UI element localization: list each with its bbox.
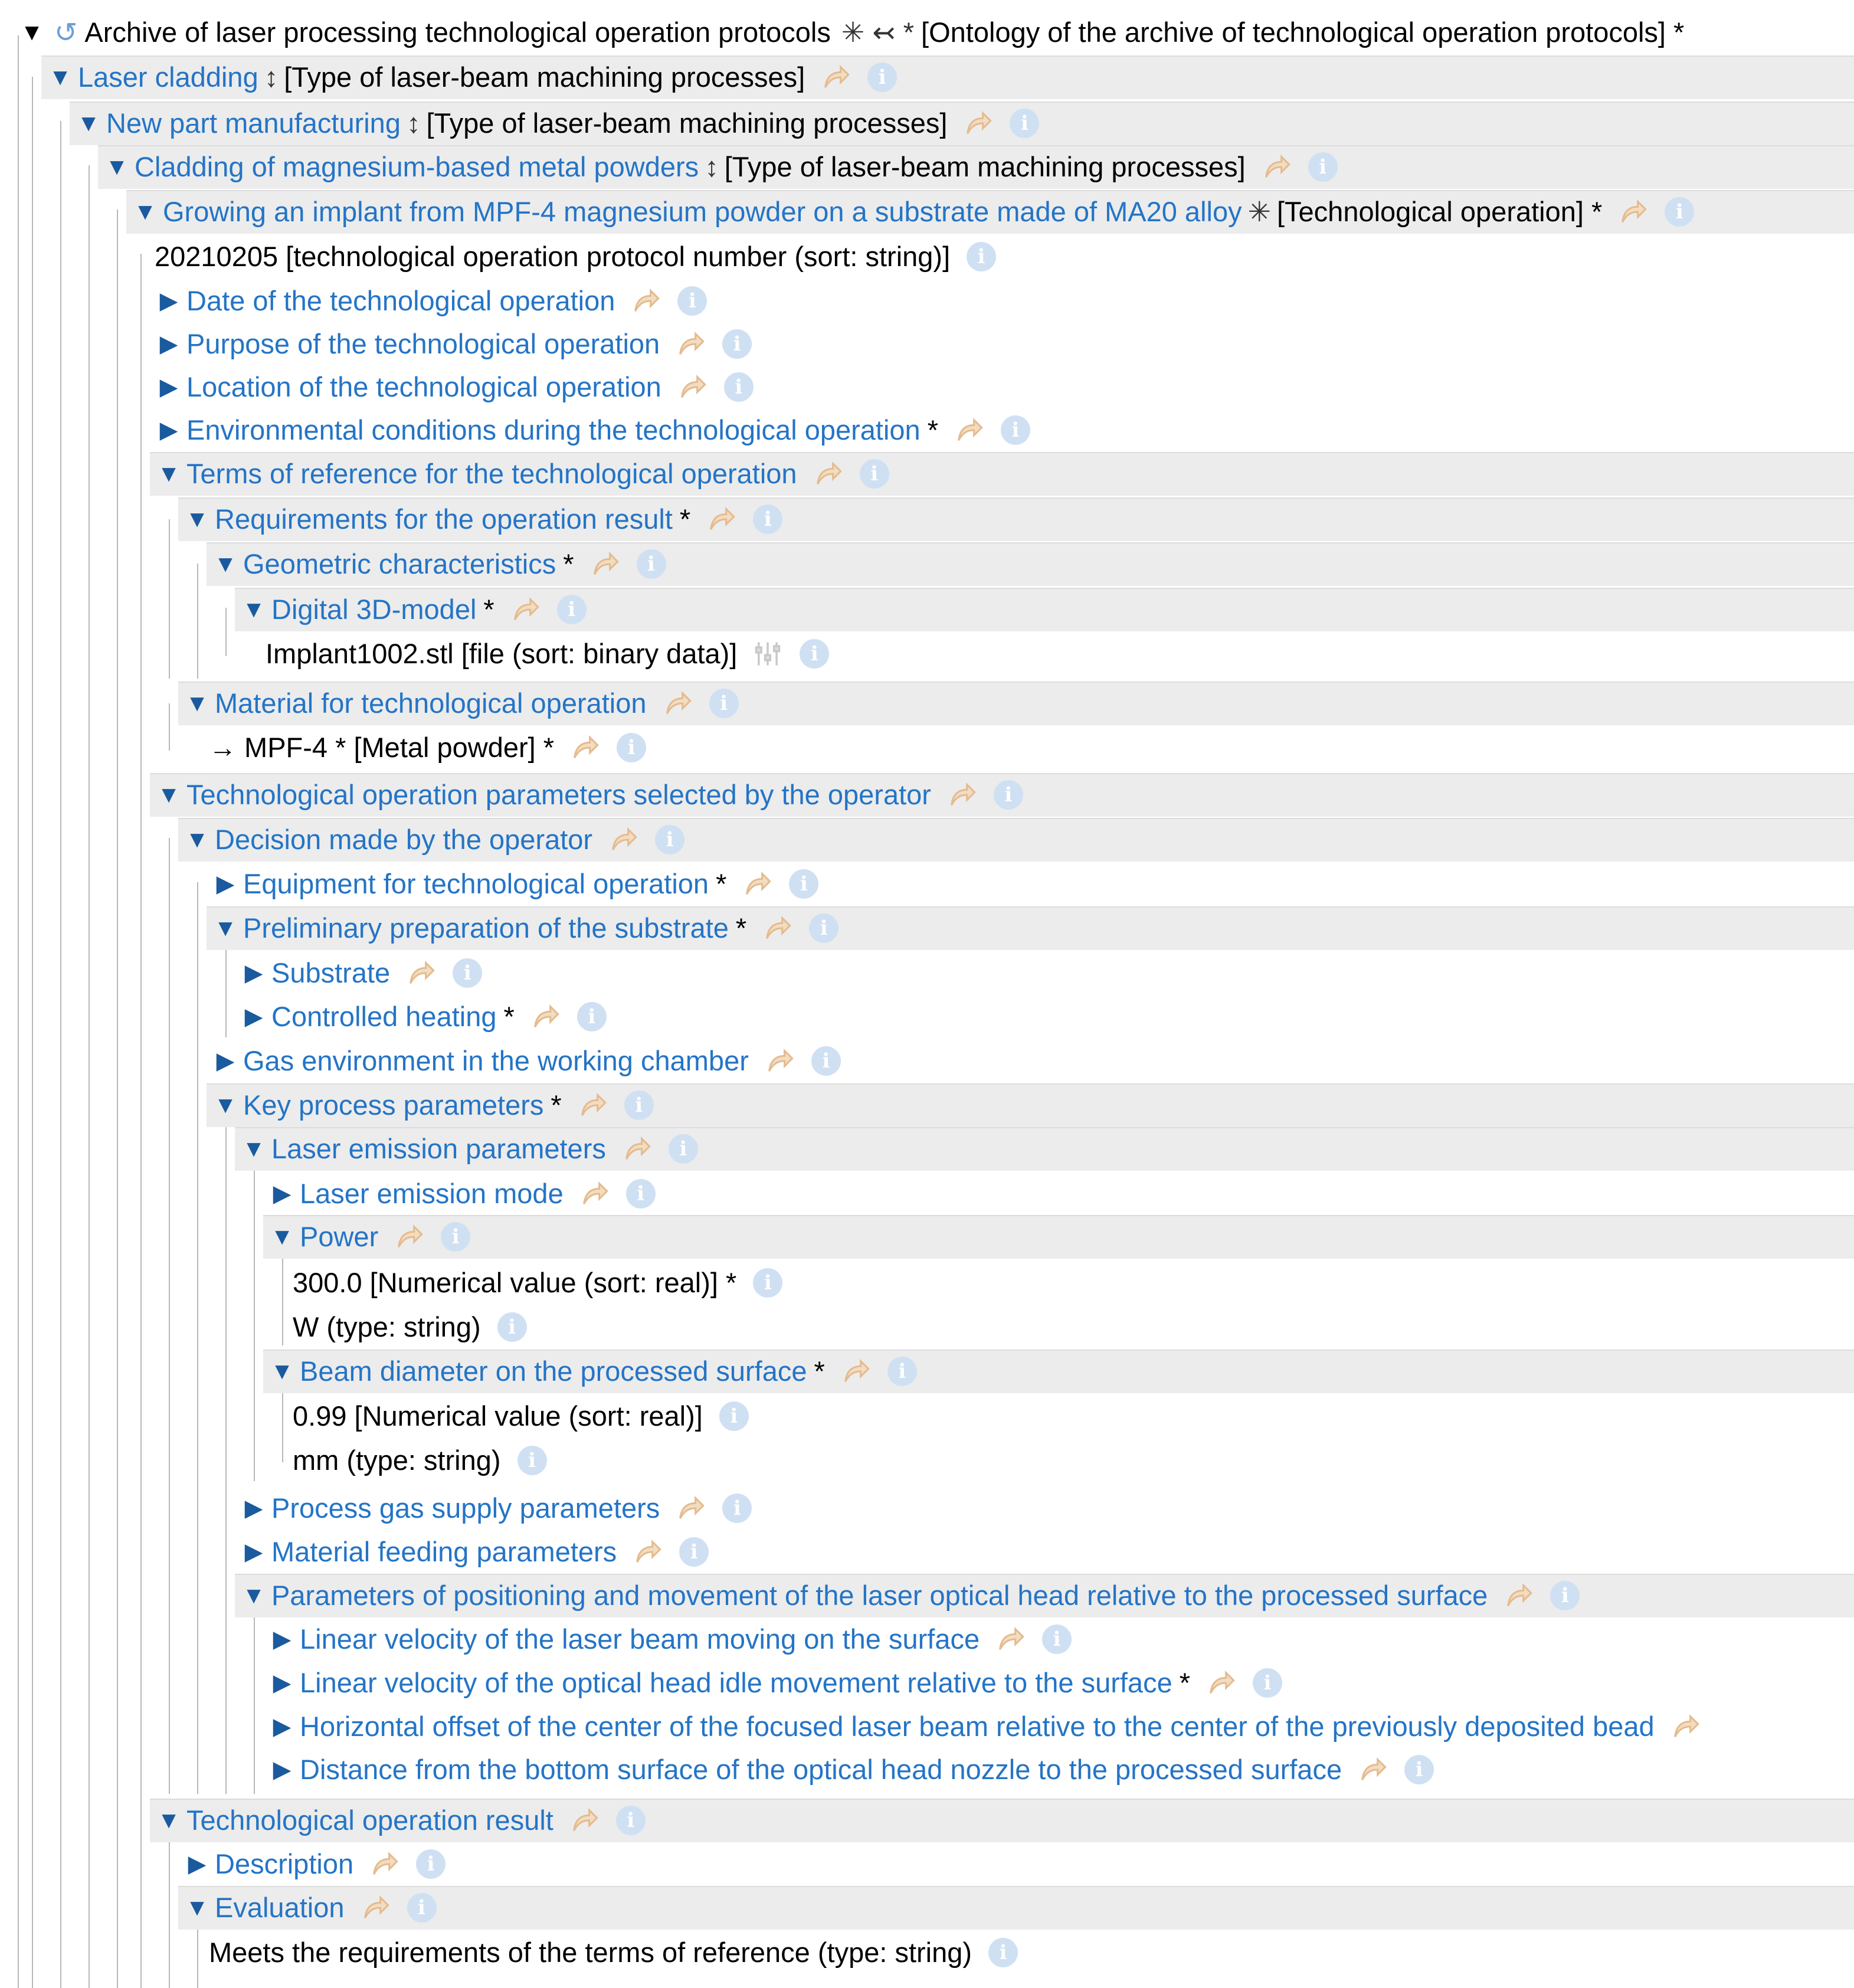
node-label[interactable]: Distance from the bottom surface of the optical head nozzle to the processed surface <box>300 1754 1342 1785</box>
node-value-text: → MPF-4 * [Metal powder] * <box>209 732 555 763</box>
expand-toggle-closed[interactable]: ▶ <box>244 1539 263 1565</box>
expand-toggle-closed[interactable]: ▶ <box>216 1048 235 1074</box>
edit-arrow-icon[interactable] <box>1617 196 1648 227</box>
expand-toggle-open[interactable]: ▼ <box>157 1807 181 1833</box>
edit-arrow-icon[interactable] <box>840 1356 871 1387</box>
info-icon[interactable]: i <box>1665 197 1694 227</box>
info-icon[interactable]: i <box>719 1401 749 1431</box>
tree-node-diameter-unit <box>0 1439 1854 1482</box>
edit-arrow-icon[interactable] <box>677 372 707 402</box>
expand-toggle-closed[interactable]: ▶ <box>273 1181 291 1207</box>
tree-node-power-unit <box>0 1305 1854 1349</box>
tree-node-lin-vel-beam[interactable] <box>0 1617 1854 1661</box>
info-icon[interactable]: i <box>669 1134 698 1164</box>
node-label[interactable]: Cladding of magnesium-based metal powders <box>135 151 699 182</box>
expand-toggle-closed[interactable]: ▶ <box>244 1004 263 1030</box>
node-label[interactable]: Laser emission mode <box>300 1178 564 1209</box>
expand-toggle-closed[interactable]: ▶ <box>188 1851 207 1877</box>
node-label[interactable]: Linear velocity of the laser beam moving on the surface <box>300 1623 980 1655</box>
edit-arrow-icon[interactable] <box>589 549 620 579</box>
edit-arrow-icon[interactable] <box>995 1624 1026 1655</box>
info-icon[interactable]: i <box>616 1806 646 1835</box>
info-icon[interactable]: i <box>709 689 739 718</box>
info-icon[interactable]: i <box>800 639 829 669</box>
info-icon[interactable]: i <box>416 1849 446 1879</box>
refresh-icon[interactable]: ↺ <box>54 17 78 48</box>
expand-toggle-open[interactable]: ▼ <box>185 1895 209 1921</box>
edit-arrow-icon[interactable] <box>946 780 977 810</box>
expand-toggle-open[interactable]: ▼ <box>105 154 129 180</box>
info-icon[interactable]: i <box>753 505 782 534</box>
node-type: [Technological operation] * <box>1276 196 1603 227</box>
node-label[interactable]: Digital 3D-model <box>271 594 477 625</box>
tree-node-substrate[interactable] <box>0 951 1854 995</box>
expand-toggle-open[interactable]: ▼ <box>48 64 72 90</box>
node-required-mark: * <box>483 594 494 625</box>
node-required-mark: * <box>1179 1667 1191 1698</box>
info-icon[interactable]: i <box>994 780 1023 810</box>
tree-node-prelim[interactable] <box>0 906 1854 950</box>
tree-node-laser-cladding[interactable] <box>0 55 1854 99</box>
edit-arrow-icon[interactable] <box>621 1134 652 1164</box>
node-label[interactable]: Laser emission parameters <box>271 1133 606 1164</box>
tree-node-diameter-value <box>0 1394 1854 1438</box>
tree-node-emission-mode[interactable] <box>0 1172 1854 1216</box>
node-label[interactable]: Growing an implant from MPF-4 magnesium powder on a substrate made of MA20 alloy <box>163 196 1242 227</box>
node-label[interactable]: Parameters of positioning and movement of the laser optical head relative to the processed surface <box>271 1580 1488 1611</box>
info-icon[interactable]: i <box>679 1537 709 1567</box>
info-icon[interactable]: i <box>617 733 646 762</box>
collapse-toggle[interactable]: ▼ <box>20 19 44 45</box>
info-icon[interactable]: i <box>637 549 666 579</box>
node-label[interactable]: Geometric characteristics <box>243 548 556 579</box>
edit-arrow-icon[interactable] <box>630 286 661 316</box>
node-required-mark: * <box>716 868 727 899</box>
edit-arrow-icon[interactable] <box>675 1493 706 1524</box>
info-icon[interactable]: i <box>722 329 752 359</box>
expand-toggle-open[interactable]: ▼ <box>242 1136 266 1162</box>
node-label[interactable]: Preliminary preparation of the substrate <box>243 912 729 944</box>
edit-arrow-icon[interactable] <box>742 869 772 899</box>
tree-node-params-selected[interactable] <box>0 773 1854 817</box>
node-label[interactable]: Controlled heating <box>271 1001 497 1032</box>
expand-toggle-open[interactable]: ▼ <box>214 1092 237 1118</box>
node-type: [Type of laser-beam machining processes] <box>284 61 805 93</box>
tree-node-heating[interactable] <box>0 995 1854 1039</box>
node-value-text: Meets the requirements of the terms of reference (type: string) <box>209 1937 972 1968</box>
edit-arrow-icon[interactable] <box>405 958 436 988</box>
edit-arrow-icon[interactable] <box>813 458 843 489</box>
edit-arrow-icon[interactable] <box>962 108 993 139</box>
node-required-mark: * <box>679 503 691 535</box>
expand-toggle-open[interactable]: ▼ <box>157 782 181 808</box>
edit-arrow-icon[interactable] <box>510 594 541 625</box>
node-label[interactable]: Process gas supply parameters <box>271 1492 660 1524</box>
edit-arrow-icon[interactable] <box>569 1805 600 1836</box>
info-icon[interactable]: i <box>1010 109 1039 138</box>
expand-toggle-open[interactable]: ▼ <box>214 551 237 577</box>
node-required-mark: * <box>563 548 574 579</box>
tree-node-growing-implant[interactable] <box>0 190 1854 234</box>
edit-arrow-icon[interactable] <box>1670 1711 1701 1742</box>
edit-arrow-icon[interactable] <box>608 824 638 855</box>
info-icon[interactable]: i <box>809 913 838 943</box>
info-icon[interactable]: i <box>988 1938 1018 1967</box>
expand-toggle-closed[interactable]: ▶ <box>273 1757 291 1783</box>
node-label[interactable]: Substrate <box>271 957 391 988</box>
edit-arrow-icon[interactable] <box>1503 1580 1534 1611</box>
node-label[interactable]: Linear velocity of the optical head idle movement relative to the surface <box>300 1667 1172 1698</box>
node-label[interactable]: Date of the technological operation <box>186 285 615 316</box>
info-icon[interactable]: i <box>887 1357 917 1386</box>
info-icon[interactable]: i <box>677 286 707 316</box>
edit-arrow-icon[interactable] <box>1261 152 1292 182</box>
tree-node-purpose[interactable] <box>0 322 1854 366</box>
node-relation-glyph: ✳ <box>1247 196 1271 227</box>
node-label[interactable]: Requirements for the operation result <box>215 503 673 535</box>
edit-arrow-icon[interactable] <box>762 913 792 944</box>
info-icon[interactable]: i <box>407 1893 437 1923</box>
edit-arrow-icon[interactable] <box>675 329 706 359</box>
info-icon[interactable]: i <box>967 242 996 271</box>
tree-node-location[interactable] <box>0 365 1854 409</box>
info-icon[interactable]: i <box>624 1090 654 1120</box>
info-icon[interactable]: i <box>1308 152 1338 182</box>
root-label: Archive of laser processing technological operation protocols <box>84 17 831 48</box>
node-label[interactable]: Beam diameter on the processed surface <box>300 1355 807 1387</box>
node-value-text: Implant1002.stl [file (sort: binary data)] <box>266 638 738 669</box>
tree-root-row[interactable] <box>18 11 1684 54</box>
info-icon[interactable]: i <box>441 1222 470 1252</box>
tree-node-beam-diameter[interactable] <box>0 1350 1854 1393</box>
info-icon[interactable]: i <box>860 459 889 489</box>
tree-node-laser-emission[interactable] <box>0 1127 1854 1171</box>
node-label[interactable]: Description <box>215 1848 354 1879</box>
tree-node-power[interactable] <box>0 1215 1854 1259</box>
tree-node-cladding-mg[interactable] <box>0 145 1854 189</box>
tree-node-material-feed[interactable] <box>0 1530 1854 1574</box>
tree-node-h-offset[interactable] <box>0 1705 1854 1748</box>
info-icon[interactable]: i <box>789 869 818 899</box>
expand-toggle-open[interactable]: ▼ <box>185 506 209 532</box>
node-label[interactable]: Technological operation parameters selected by the operator <box>186 779 931 810</box>
node-label[interactable]: New part manufacturing <box>106 107 401 139</box>
node-relation-glyph: ↕ <box>264 61 279 93</box>
tree-node-lin-vel-idle[interactable] <box>0 1661 1854 1705</box>
node-required-mark: * <box>814 1355 825 1387</box>
node-type: [Type of laser-beam machining processes] <box>426 107 948 139</box>
tree-node-implant-file <box>0 632 1854 676</box>
tree-node-description[interactable] <box>0 1842 1854 1886</box>
node-value-text: mm (type: string) <box>293 1445 501 1476</box>
tree-node-op-result[interactable] <box>0 1799 1854 1842</box>
node-label[interactable]: Laser cladding <box>78 61 258 93</box>
tree-node-environment[interactable] <box>0 408 1854 452</box>
node-label[interactable]: Horizontal offset of the center of the focused laser beam relative to the center of the previously deposited bead <box>300 1711 1655 1742</box>
node-label[interactable]: Evaluation <box>215 1892 345 1923</box>
expand-toggle-closed[interactable]: ▶ <box>159 331 178 357</box>
info-icon[interactable]: i <box>1042 1625 1072 1654</box>
expand-toggle-open[interactable]: ▼ <box>270 1358 294 1384</box>
tree-node-positioning[interactable] <box>0 1574 1854 1617</box>
root-glyphs: ✳ ↢ * <box>841 17 915 48</box>
node-value-text: 0.99 [Numerical value (sort: real)] <box>293 1400 703 1432</box>
node-relation-glyph: ↕ <box>705 151 719 182</box>
expand-toggle-closed[interactable]: ▶ <box>244 1495 263 1521</box>
node-type: [Type of laser-beam machining processes] <box>724 151 1246 182</box>
edit-arrow-icon[interactable] <box>764 1046 795 1076</box>
node-required-mark: * <box>503 1001 515 1032</box>
info-icon[interactable]: i <box>517 1446 547 1475</box>
node-label[interactable]: Gas environment in the working chamber <box>243 1045 749 1076</box>
node-label[interactable]: Key process parameters <box>243 1089 544 1121</box>
tree-node-distance[interactable] <box>0 1748 1854 1792</box>
expand-toggle-closed[interactable]: ▶ <box>273 1670 291 1696</box>
root-type: [Ontology of the archive of technological operation protocols] * <box>921 17 1685 48</box>
edit-arrow-icon[interactable] <box>394 1221 424 1252</box>
expand-toggle-closed[interactable]: ▶ <box>244 960 263 986</box>
info-icon[interactable]: i <box>453 958 482 988</box>
info-icon[interactable]: i <box>753 1268 782 1298</box>
info-icon[interactable]: i <box>626 1179 656 1208</box>
expand-toggle-open[interactable]: ▼ <box>133 199 157 225</box>
edit-arrow-icon[interactable] <box>820 62 851 93</box>
node-label[interactable]: Technological operation result <box>186 1804 553 1836</box>
expand-toggle-open[interactable]: ▼ <box>270 1224 294 1250</box>
info-icon[interactable]: i <box>557 595 587 624</box>
info-icon[interactable]: i <box>655 825 684 854</box>
node-label[interactable]: Purpose of the technological operation <box>186 328 660 359</box>
node-relation-glyph: ↕ <box>406 107 421 139</box>
expand-toggle-open[interactable]: ▼ <box>242 1583 266 1609</box>
info-icon[interactable]: i <box>811 1046 841 1076</box>
info-icon[interactable]: i <box>867 63 897 92</box>
info-icon[interactable]: i <box>1001 415 1030 445</box>
expand-toggle-open[interactable]: ▼ <box>185 690 209 716</box>
info-icon[interactable]: i <box>497 1312 527 1342</box>
node-label[interactable]: Equipment for technological operation <box>243 868 709 899</box>
node-value-text: 300.0 [Numerical value (sort: real)] * <box>293 1267 737 1298</box>
edit-arrow-icon[interactable] <box>530 1001 561 1032</box>
binary-data-icon[interactable] <box>752 638 783 669</box>
node-label[interactable]: Terms of reference for the technological operation <box>186 458 797 489</box>
tree-node-key-params[interactable] <box>0 1083 1854 1127</box>
info-icon[interactable]: i <box>1253 1668 1282 1698</box>
expand-toggle-closed[interactable]: ▶ <box>159 288 178 314</box>
tree-node-terms[interactable] <box>0 452 1854 496</box>
edit-arrow-icon[interactable] <box>662 688 693 719</box>
expand-toggle-open[interactable]: ▼ <box>242 597 266 623</box>
tree-node-new-part[interactable] <box>0 101 1854 145</box>
tree-node-geometric[interactable] <box>0 542 1854 586</box>
edit-arrow-icon[interactable] <box>369 1849 399 1879</box>
info-icon[interactable]: i <box>1550 1581 1580 1610</box>
node-label[interactable]: Location of the technological operation <box>186 371 661 402</box>
info-icon[interactable]: i <box>577 1002 607 1031</box>
tree-node-power-value <box>0 1261 1854 1305</box>
edit-arrow-icon[interactable] <box>579 1178 610 1209</box>
tree-node-evaluation[interactable] <box>0 1886 1854 1930</box>
expand-toggle-open[interactable]: ▼ <box>214 915 237 941</box>
tree-node-eval-text <box>0 1931 1854 1974</box>
expand-toggle-closed[interactable]: ▶ <box>159 374 178 400</box>
node-required-mark: * <box>927 414 938 446</box>
edit-arrow-icon[interactable] <box>954 415 984 446</box>
tree-node-date[interactable] <box>0 279 1854 323</box>
tree-node-equipment[interactable] <box>0 862 1854 906</box>
info-icon[interactable]: i <box>724 372 754 402</box>
info-icon[interactable]: i <box>1404 1755 1434 1784</box>
tree-node-decision[interactable] <box>0 818 1854 862</box>
tree-node-gas-supply[interactable] <box>0 1486 1854 1530</box>
expand-toggle-closed[interactable]: ▶ <box>273 1626 291 1652</box>
node-value-text: 20210205 [technological operation protocol number (sort: string)] <box>155 241 951 272</box>
edit-arrow-icon[interactable] <box>1206 1668 1236 1698</box>
edit-arrow-icon[interactable] <box>360 1892 391 1923</box>
node-label[interactable]: Power <box>300 1221 379 1252</box>
edit-arrow-icon[interactable] <box>632 1537 663 1567</box>
node-label[interactable]: Environmental conditions during the technological operation <box>186 414 921 446</box>
expand-toggle-open[interactable]: ▼ <box>185 827 209 853</box>
node-value-text: W (type: string) <box>293 1311 481 1342</box>
expand-toggle-open[interactable]: ▼ <box>157 461 181 487</box>
tree-node-gas-env[interactable] <box>0 1039 1854 1083</box>
expand-toggle-closed[interactable]: ▶ <box>273 1714 291 1740</box>
node-label[interactable]: Material for technological operation <box>215 687 647 719</box>
info-icon[interactable]: i <box>722 1494 752 1523</box>
node-required-mark: * <box>551 1089 562 1121</box>
edit-arrow-icon[interactable] <box>569 732 600 763</box>
expand-toggle-closed[interactable]: ▶ <box>159 417 178 443</box>
edit-arrow-icon[interactable] <box>1357 1754 1388 1785</box>
node-label[interactable]: Material feeding parameters <box>271 1536 617 1567</box>
tree-node-requirements[interactable] <box>0 497 1854 541</box>
node-required-mark: * <box>735 912 747 944</box>
expand-toggle-open[interactable]: ▼ <box>77 110 100 136</box>
edit-arrow-icon[interactable] <box>577 1090 608 1121</box>
tree-node-digital-3d[interactable] <box>0 588 1854 631</box>
tree-node-mpf4 <box>0 726 1854 769</box>
expand-toggle-closed[interactable]: ▶ <box>216 871 235 897</box>
edit-arrow-icon[interactable] <box>706 504 736 535</box>
tree-node-material[interactable] <box>0 682 1854 725</box>
tree-node-protocol-number <box>0 235 1854 279</box>
node-label[interactable]: Decision made by the operator <box>215 824 593 855</box>
